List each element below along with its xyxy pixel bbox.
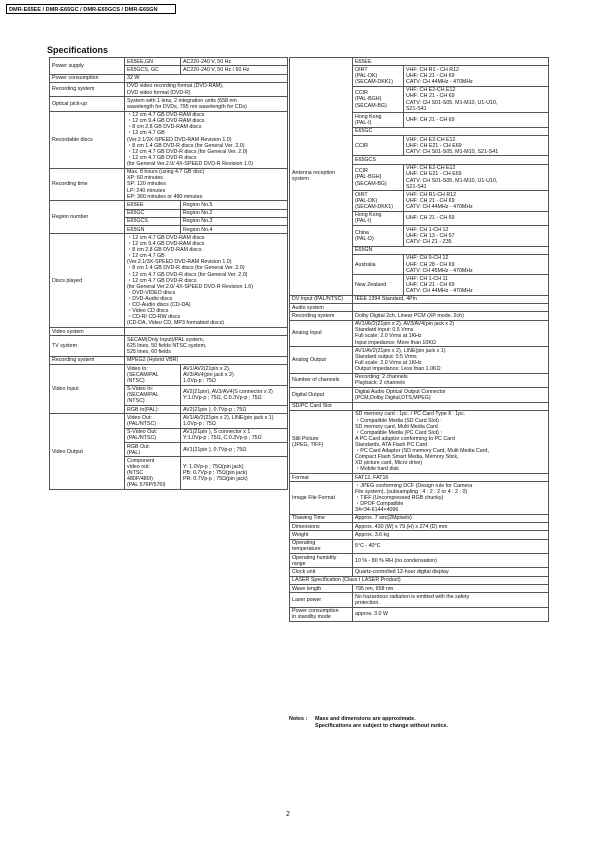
spec-value: No hazardous radiation is emitted with the safety protection. bbox=[353, 593, 549, 607]
antenna-bands: VHF: CH R1 - CH R12 UHF: CH 21 - CH 69 CATV: CH 44MHz - 470MHz bbox=[404, 66, 549, 86]
spec-row bbox=[290, 295, 549, 303]
spec-value: AV2(21pin), AV3/AV4(S connector x 2) Y:1.0Vp-p ; 75Ω, C:0.3Vp-p ; 75Ω bbox=[181, 385, 288, 405]
spec-row bbox=[290, 607, 549, 621]
antenna-system-name: New Zealand bbox=[353, 275, 404, 295]
antenna-system-name: China (PAL-D) bbox=[353, 226, 404, 246]
spec-row bbox=[50, 168, 288, 201]
spec-label: Video Output bbox=[50, 414, 125, 490]
spec-sub-label: E65GCS, GC bbox=[125, 66, 181, 74]
spec-value: SECAM(Only Input)/PAL system, 625 lines, 50 fields NTSC system, 525 lines, 60 fields bbox=[125, 336, 288, 356]
spec-value: ・JPEG conforming DCF (Design rule for Camera File system), (subsampling : 4 : 2 : 2 or 4 : 2 : 0) ・TIFF (Uncompressed RGB chunky) ・DPOF Compatible 34×34-6144×4096 bbox=[353, 482, 549, 515]
antenna-bands: VHF: CH E2-CH E12 UHF: CH E21 - CH E69 CATV: CH S01-S05, M1-M10, S21-S41 bbox=[404, 135, 549, 155]
spec-label: Recording time bbox=[50, 168, 125, 201]
spec-value: AV1/AV2(21pin x 2), AV3/AV4(pin jack x 2) 1.0Vp-p ; 75Ω bbox=[181, 365, 288, 385]
spec-label: Recording system bbox=[290, 312, 353, 320]
spec-value: AV1/AV2(21pin x 2), LINE(pin jack x 1) 1.0Vp-p ; 75Ω bbox=[181, 414, 288, 428]
spec-sub-label: S-Video In: (SECAM/PAL /NTSC) bbox=[125, 385, 181, 405]
spec-sub-label: RGB Out: (PAL) bbox=[125, 443, 181, 457]
spec-label: DV Input (PAL/NTSC) bbox=[290, 295, 353, 303]
spec-value: 32 W bbox=[125, 74, 288, 82]
notes-line-1: Mass and dimensions are approximate. bbox=[315, 716, 416, 722]
spec-label: TV system bbox=[50, 336, 125, 356]
spec-value: Quartz-controlled 12-hour digital display bbox=[353, 568, 549, 576]
spec-row bbox=[290, 585, 549, 593]
spec-value: IEEE 1394 Standard, 4Pin bbox=[353, 295, 549, 303]
spec-label: Format bbox=[290, 473, 353, 481]
spec-value bbox=[125, 328, 288, 336]
spec-value: Max. 8 hours (using 4.7 GB disc) XP: 60 minutes SP: 120 minutes LP: 240 minutes EP: 360 minutes or 480 minutes bbox=[125, 168, 288, 201]
spec-sub-label: E65EE bbox=[125, 201, 181, 209]
spec-row bbox=[290, 576, 549, 584]
antenna-label: Antenna reception system bbox=[290, 58, 353, 296]
spec-sub-label: Video Out: (PAL/NTSC) bbox=[125, 414, 181, 428]
spec-value: 795 nm, 658 nm bbox=[353, 585, 549, 593]
antenna-system-name: OIRT (PAL-DK) (SECAM-DKK1) bbox=[353, 191, 404, 211]
spec-row bbox=[50, 414, 288, 428]
spec-value: Approx. 3.6 kg bbox=[353, 531, 549, 539]
document-header: DMR-E65EE / DMR-E65GC / DMR-E65GCS / DMR-E65GN bbox=[6, 4, 176, 14]
spec-sub-label: E65GCS bbox=[125, 217, 181, 225]
spec-sub-label: S-Video Out: (PAL/NTSC) bbox=[125, 428, 181, 442]
spec-label: Thawing Time bbox=[290, 514, 353, 522]
spec-row bbox=[290, 347, 549, 374]
antenna-system-name: CCIR bbox=[353, 135, 404, 155]
spec-section-label: LASER Specification (Class I LASER Product) bbox=[290, 576, 549, 584]
spec-label: Operating humidity range bbox=[290, 554, 353, 568]
spec-row bbox=[290, 593, 549, 607]
spec-value: AV1/AV2(21pin x 2), AV3/AV4(pin jack x 2) Standard input: 0.5 Vrms Full scale: 2.0 Vrms at 1KHz Input impedance: More than 10KΩ bbox=[353, 320, 549, 347]
antenna-system-name: CCIR (PAL-BGH) (SECAM-BG) bbox=[353, 86, 404, 113]
spec-row bbox=[50, 74, 288, 82]
spec-label: Region number bbox=[50, 201, 125, 234]
spec-value: AV1(21pin ), 0.7Vp-p ; 75Ω bbox=[181, 443, 288, 457]
spec-label: Recordable discs bbox=[50, 111, 125, 168]
spec-sub-label: E65EE,GN bbox=[125, 58, 181, 66]
antenna-model-row bbox=[290, 58, 549, 66]
spec-label: SD/PC Card Slot bbox=[290, 402, 353, 410]
spec-label: Analog Output bbox=[290, 347, 353, 374]
antenna-system-name: Australia bbox=[353, 254, 404, 274]
spec-label: Dimensions bbox=[290, 523, 353, 531]
spec-table-right bbox=[289, 57, 549, 622]
spec-sub-label: RGB In(PAL): bbox=[125, 405, 181, 413]
notes-label: Notes : bbox=[289, 716, 308, 722]
spec-row bbox=[50, 365, 288, 385]
spec-value: ・12 cm 4.7 GB DVD-RAM discs ・12 cm 9.4 GB DVD-RAM discs ・8 cm 2.8 GB DVD-RAM discs ・12 cm 4.7 GB (Ver.2.1/3X-SPEED DVD-RAM Revision 1.0) ・8 cm 1.4 GB DVD-R discs (for General Ver. 2.0) ・12 cm 4.7 GB DVD-R discs (for General Ver. 2.0) ・12 cm 4.7 GB DVD-R discs (for General Ver.2.0/ 4X-SPEED DVD-R Revision 1.0) ・DVD-VIDEO discs ・DVD-Audio discs ・CD-Audio discs (CD-DA) ・Video CD discs ・CD-R/ CD-RW discs (CD-DA, Video CD, MP3 formatted discs) bbox=[125, 234, 288, 328]
spec-label: Operating temperature bbox=[290, 539, 353, 553]
antenna-system-name: Hong Kong (PAL-I) bbox=[353, 211, 404, 225]
spec-row bbox=[50, 356, 288, 364]
spec-label: Image File Format bbox=[290, 482, 353, 515]
spec-value: 10 % - 80 % RH (no condensation) bbox=[353, 554, 549, 568]
spec-value: Recording: 2 channels Playback: 2 channels bbox=[353, 373, 549, 387]
spec-label: Video Input bbox=[50, 365, 125, 414]
spec-label: Optical pick-up bbox=[50, 97, 125, 111]
spec-label: Wave length bbox=[290, 585, 353, 593]
antenna-bands: VHF: CH 1-CH 11 UHF: CH 21 - CH 69 CATV: CH 44MHz - 470MHz bbox=[404, 275, 549, 295]
spec-row bbox=[290, 523, 549, 531]
antenna-system-name: CCIR (PAL-BGH) (SECAM-BG) bbox=[353, 164, 404, 191]
spec-row bbox=[50, 97, 288, 111]
spec-row bbox=[290, 531, 549, 539]
spec-row bbox=[290, 373, 549, 387]
spec-value: Y: 1.0Vp-p ; 75Ω(pin jack) PB: 0.7Vp-p ; 75Ω(pin jack) PR: 0.7Vp-p ; 75Ω(pin jack) bbox=[181, 457, 288, 490]
spec-row bbox=[290, 402, 549, 410]
spec-label: Number of channels bbox=[290, 373, 353, 387]
antenna-model: E65GC bbox=[353, 127, 549, 135]
spec-row bbox=[290, 388, 549, 402]
spec-value: Dolby Digital 2ch, Linear PCM (XP mode, 2ch) bbox=[353, 312, 549, 320]
spec-row bbox=[50, 234, 288, 328]
spec-value: Region No.3 bbox=[181, 217, 288, 225]
spec-value: DVD video recording format (DVD-RAM), DVD video format (DVD-R) bbox=[125, 82, 288, 96]
spec-row bbox=[50, 336, 288, 356]
spec-value: AC220-240 V, 50 Hz bbox=[181, 58, 288, 66]
spec-value: AV1/AV2(21pin x 2), LINE(pin jack x 1) Standard output: 0.5 Vrms Full scale: 2.0 Vrms at 1KHz Output impedance: Less than 1.0KΩ bbox=[353, 347, 549, 374]
spec-value: AV2(21pin ), 0.7Vp-p ; 75Ω bbox=[181, 405, 288, 413]
spec-label: Power consumption bbox=[50, 74, 125, 82]
spec-sub-label: E65GN bbox=[125, 226, 181, 234]
spec-row bbox=[50, 111, 288, 168]
spec-value: Region No.2 bbox=[181, 209, 288, 217]
spec-sub-label: Component video out: (NTSC 480P/480I) (PAL 576P/576I) bbox=[125, 457, 181, 490]
spec-row bbox=[50, 82, 288, 96]
spec-row bbox=[50, 328, 288, 336]
antenna-model: E65GCS bbox=[353, 156, 549, 164]
spec-row bbox=[290, 473, 549, 481]
spec-label: Still Picture (JPEG, TIFF) bbox=[290, 410, 353, 473]
spec-label: Discs played bbox=[50, 234, 125, 328]
antenna-bands: UHF: CH 21 - CH 69 bbox=[404, 113, 549, 127]
notes bbox=[289, 716, 448, 730]
spec-label: Video system bbox=[50, 328, 125, 336]
spec-sub-label: E65GC bbox=[125, 209, 181, 217]
spec-value: Region No.4 bbox=[181, 226, 288, 234]
antenna-model: E65EE bbox=[353, 58, 549, 66]
antenna-bands: VHF: CH R1-CH R12 UHF: CH 21 - CH 69 CATV: CH 44MHz - 470MHz bbox=[404, 191, 549, 211]
spec-value: SD memory card : 1pc. / PC Card Type Ⅱ : 1pc. ・Compatible Media (SD Card Slot) : SD memory card, Multi Media Card ・Compatible Media (PC Card Slot) : A PC Card adaptor conforming to PC Card Standards, ATA Flash PC Card ・PC Card Adaptor (SD memory Card, Multi Media Card, Compact Flash Smart Media, Memory Stick, XD picture card, Micro drive) ・Mobile hard disk bbox=[353, 410, 549, 473]
spec-value: approx. 3.0 W bbox=[353, 607, 549, 621]
antenna-system-name: OIRT (PAL-DK) (SECAM-DKK1) bbox=[353, 66, 404, 86]
spec-row bbox=[290, 568, 549, 576]
antenna-system-name: Hong Kong (PAL-I) bbox=[353, 113, 404, 127]
antenna-model: E65GN bbox=[353, 246, 549, 254]
spec-row bbox=[290, 554, 549, 568]
spec-value: ・12 cm 4.7 GB DVD-RAM discs ・12 cm 9.4 GB DVD-RAM discs ・8 cm 2.8 GB DVD-RAM discs ・12 cm 4.7 GB (Ver.2.1/3X-SPEED DVD-RAM Revision 1.0) ・8 cm 1.4 GB DVD-R discs (for General Ver. 2.0) ・12 cm 4.7 GB DVD-R discs (for General Ver. 2.0) ・12 cm 4.7 GB DVD-R discs (for General Ver.2.0/ 4X-SPEED DVD-R Revision 1.0) bbox=[125, 111, 288, 168]
spec-label: Power supply bbox=[50, 58, 125, 75]
page-title: Specifications bbox=[47, 45, 109, 55]
spec-value: Digital Audio Optical Output Connector (PCM,Dolby Digital,DTS,MPEG) bbox=[353, 388, 549, 402]
spec-row bbox=[290, 304, 549, 312]
spec-label: Power consumption in standby mode bbox=[290, 607, 353, 621]
spec-label: Digital Output bbox=[290, 388, 353, 402]
spec-row bbox=[290, 482, 549, 515]
antenna-bands: VHF: CH E2-CH E12 UHF: CH E21 - CH E69 CATV: CH S01-S05, M1-M10, U1-U10, S21-S41 bbox=[404, 164, 549, 191]
spec-row bbox=[290, 320, 549, 347]
spec-label: Recording system bbox=[50, 82, 125, 96]
page-number: 2 bbox=[286, 811, 290, 818]
spec-row bbox=[290, 312, 549, 320]
antenna-bands: VHF: CH 0-CH 12 UHF: CH 28 - CH 69 CATV: CH 45MHz - 470MHz bbox=[404, 254, 549, 274]
spec-row bbox=[290, 514, 549, 522]
spec-value: AV1(21pin ), S connector x 1 Y:1.0Vp-p ; 75Ω, C:0.3Vp-p ; 75Ω bbox=[181, 428, 288, 442]
spec-value bbox=[353, 304, 549, 312]
spec-table-left bbox=[49, 57, 288, 490]
spec-label: Clock unit bbox=[290, 568, 353, 576]
spec-label: Recording system bbox=[50, 356, 125, 364]
spec-label: Laser power bbox=[290, 593, 353, 607]
spec-row bbox=[290, 410, 549, 473]
spec-label: Weight bbox=[290, 531, 353, 539]
spec-value bbox=[353, 402, 549, 410]
spec-label: Analog Input bbox=[290, 320, 353, 347]
spec-value: Approx. 7 sec(2Mpixels) bbox=[353, 514, 549, 522]
spec-row bbox=[50, 201, 288, 209]
spec-value: Region No.5 bbox=[181, 201, 288, 209]
spec-sub-label: Video In: (SECAM/PAL /NTSC) bbox=[125, 365, 181, 385]
spec-value: MPEG2 (Hybrid VBR) bbox=[125, 356, 288, 364]
spec-value: System with 1 lens, 2 integration units (658 nm wavelength for DVDs, 795 nm wavelength for CDs) bbox=[125, 97, 288, 111]
spec-value: 5°C - 40°C bbox=[353, 539, 549, 553]
spec-value: Approx. 430 (W) x 79 (H) x 274 (D) mm bbox=[353, 523, 549, 531]
spec-value: AC220-240 V, 50 Hz / 60 Hz bbox=[181, 66, 288, 74]
notes-line-2: Specifications are subject to change without notice. bbox=[315, 723, 448, 729]
antenna-bands: VHF: CH E2-CH E12 UHF: CH 21 - CH 69 CATV: CH S01-S05, M1-M10, U1-U10, S21-S41 bbox=[404, 86, 549, 113]
spec-row bbox=[50, 58, 288, 66]
spec-value: FAT12, FAT16 bbox=[353, 473, 549, 481]
antenna-bands: VHF: CH 1-CH 12 UHF: CH 13 - CH 57 CATV: CH Z1 - Z35 bbox=[404, 226, 549, 246]
spec-row bbox=[290, 539, 549, 553]
spec-label: Audio system bbox=[290, 304, 353, 312]
antenna-bands: UHF: CH 21 - CH 69 bbox=[404, 211, 549, 225]
